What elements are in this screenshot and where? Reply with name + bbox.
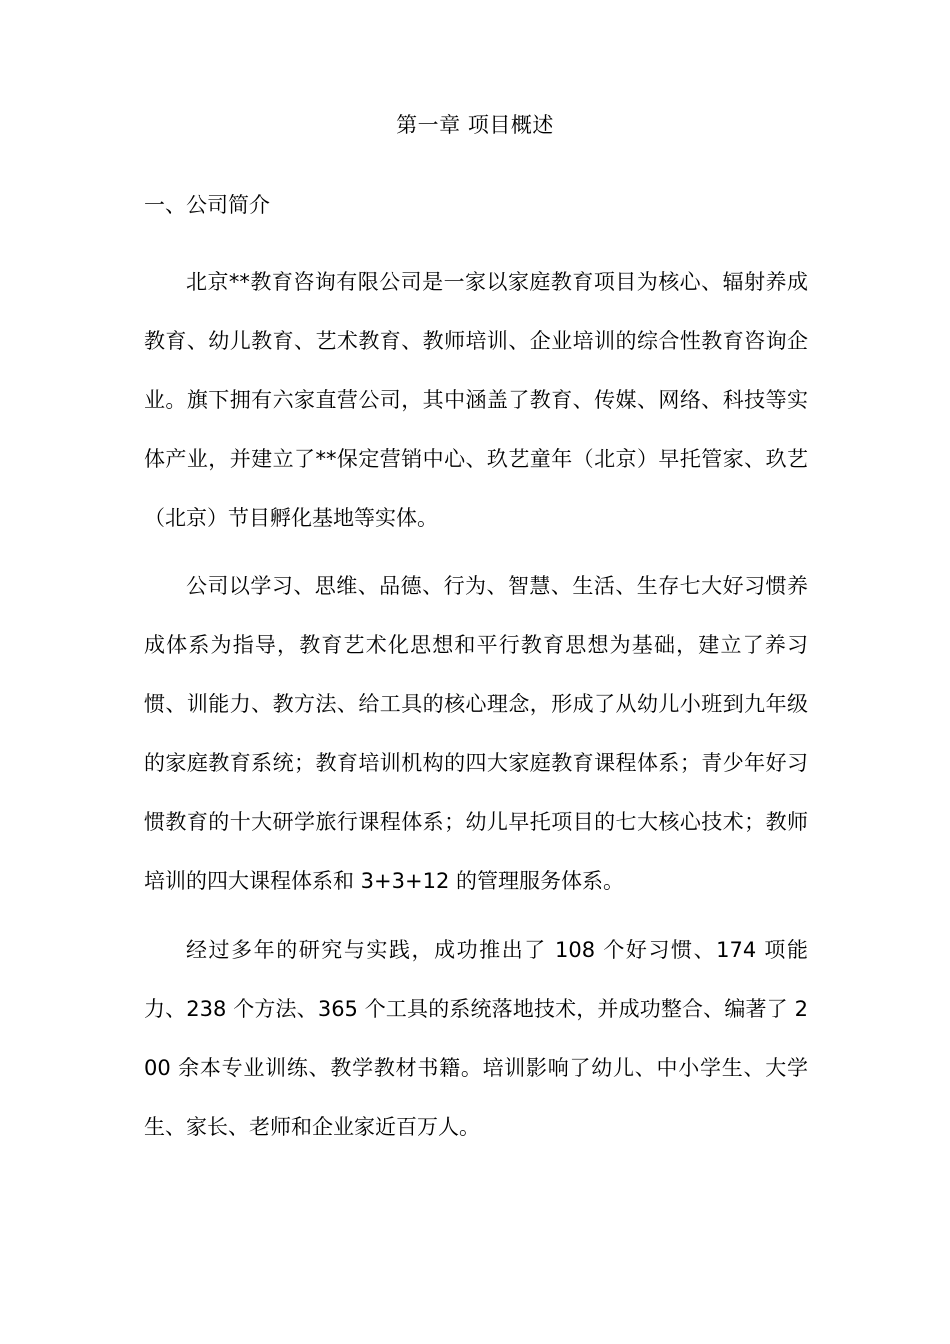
paragraph-habit-system: 公司以学习、思维、品德、行为、智慧、生活、生存七大好习惯养成体系为指导，教育艺术化思想和平行教育思想为基础，建立了养习惯、训能力、教方法、给工具的核心理念，形成了从幼儿小班到九年级的家庭教育系统；教育培训机构的四大家庭教育课程体系；青少年好习惯教育的十大研学旅行课程体系；幼儿早托项目的七大核心技术；教师培训的四大课程体系和 3+3+12 的管理服务体系。 [144,574,808,893]
chapter-title: 第一章 项目概述 [396,113,554,137]
paragraph-achievements: 经过多年的研究与实践，成功推出了 108 个好习惯、174 项能力、238 个方法、365 个工具的系统落地技术，并成功整合、编著了 200 余本专业训练、教学教材书籍。培训影响了幼儿、中小学生、大学生、家长、老师和企业家近百万人。 [144,938,808,1139]
section-heading: 一、公司简介 [144,193,270,217]
paragraph-company-intro: 北京**教育咨询有限公司是一家以家庭教育项目为核心、辐射养成教育、幼儿教育、艺术教育、教师培训、企业培训的综合性教育咨询企业。旗下拥有六家直营公司，其中涵盖了教育、传媒、网络、科技等实体产业，并建立了**保定营销中心、玖艺童年（北京）早托管家、玖艺（北京）节目孵化基地等实体。 [144,270,808,530]
